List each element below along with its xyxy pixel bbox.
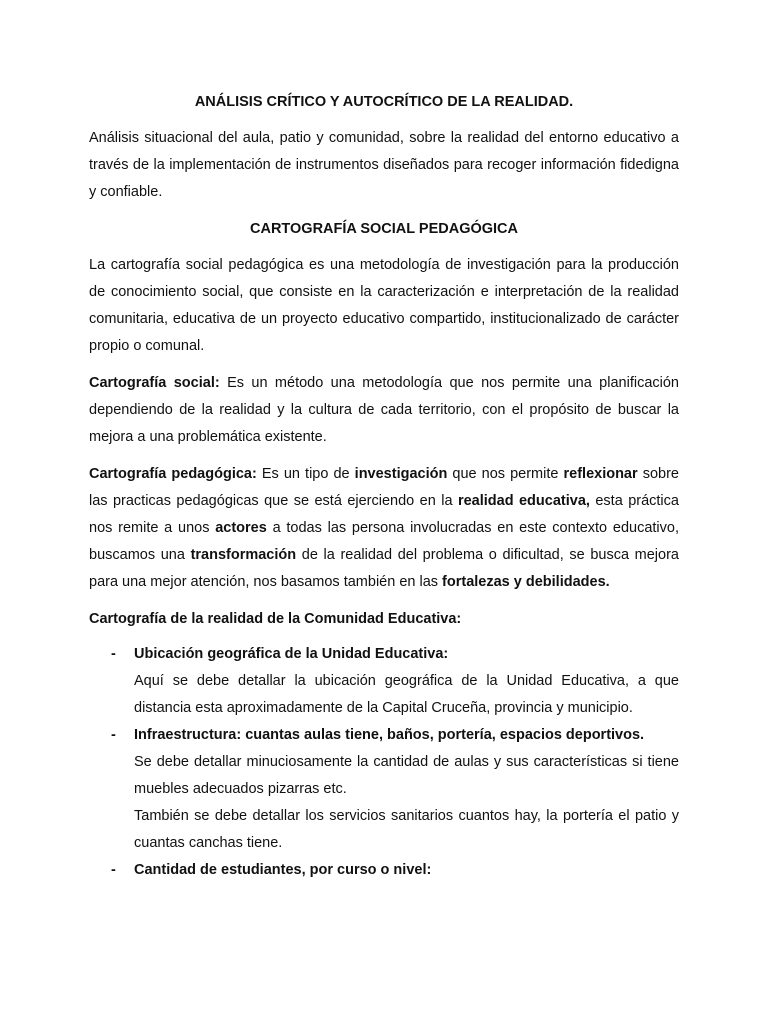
list-item-text: Se debe detallar minuciosamente la cantidad de aulas y sus características si tiene muebles adecuados pizarras etc.: [134, 754, 679, 797]
pedagogica-bold-4: actores: [215, 520, 267, 536]
pedagogica-text-2: que nos permite: [447, 466, 564, 482]
community-heading: Cartografía de la realidad de la Comunidad Educativa:: [89, 611, 462, 627]
definition-paragraph: La cartografía social pedagógica es una metodología de investigación para la producción de conocimiento social, que consiste en la caracterización e interpretación de la realidad comunitaria, educativa de un proyecto educativo compartido, institucionalizado de carácter propio o comunal.: [89, 257, 679, 354]
list-bullet: -: [111, 727, 116, 743]
intro-paragraph: Análisis situacional del aula, patio y comunidad, sobre la realidad del entorno educativo a través de la implementación de instrumentos diseñados para recoger información fidedigna y confiable.: [89, 130, 679, 200]
pedagogica-text-5: a todas las persona involucradas en este contexto educativo, buscamos una: [89, 520, 679, 563]
pedagogica-bold-6: fortalezas y debilidades.: [442, 574, 610, 590]
list-item: [89, 641, 679, 722]
social-paragraph: [89, 370, 679, 451]
list-bullet: -: [111, 646, 116, 662]
pedagogica-bold-2: reflexionar: [563, 466, 638, 482]
list-item-text: Aquí se debe detallar la ubicación geográfica de la Unidad Educativa, a que distancia esta aproximadamente de la Capital Cruceña, provincia y municipio.: [134, 673, 679, 716]
pedagogica-label: Cartografía pedagógica:: [89, 466, 257, 482]
list-item-heading: Ubicación geográfica de la Unidad Educativa:: [134, 646, 449, 662]
pedagogica-text-6: de la realidad del problema o dificultad, se busca mejora para una mejor atención, nos basamos también en las: [89, 547, 679, 590]
social-text: Es un método una metodología que nos permite una planificación dependiendo de la realidad y la cultura de cada territorio, con el propósito de buscar la mejora a una problemática existente.: [89, 375, 679, 445]
list-item: [89, 857, 679, 884]
pedagogica-paragraph: [89, 461, 679, 596]
document-title: ANÁLISIS CRÍTICO Y AUTOCRÍTICO DE LA REALIDAD.: [194, 94, 574, 110]
pedagogica-bold-3: realidad educativa,: [457, 493, 590, 509]
community-list: [89, 641, 679, 884]
section-title: CARTOGRAFÍA SOCIAL PEDAGÓGICA: [250, 221, 518, 237]
social-label: Cartografía social:: [89, 375, 220, 391]
list-item-text: También se debe detallar los servicios sanitarios cuantos hay, la portería el patio y cuantas canchas tiene.: [134, 808, 679, 851]
list-bullet: -: [111, 862, 116, 878]
pedagogica-text-3: sobre las practicas pedagógicas que se está ejerciendo en la: [89, 466, 679, 509]
pedagogica-bold-1: investigación: [354, 466, 448, 482]
pedagogica-text-1: Es un tipo de: [256, 466, 355, 482]
list-item-heading: Infraestructura: cuantas aulas tiene, baños, portería, espacios deportivos.: [134, 727, 645, 743]
list-item: [89, 722, 679, 857]
list-item-heading: Cantidad de estudiantes, por curso o nivel:: [134, 862, 432, 878]
pedagogica-text-4: esta práctica nos remite a unos: [89, 493, 679, 536]
pedagogica-bold-5: transformación: [190, 547, 297, 563]
